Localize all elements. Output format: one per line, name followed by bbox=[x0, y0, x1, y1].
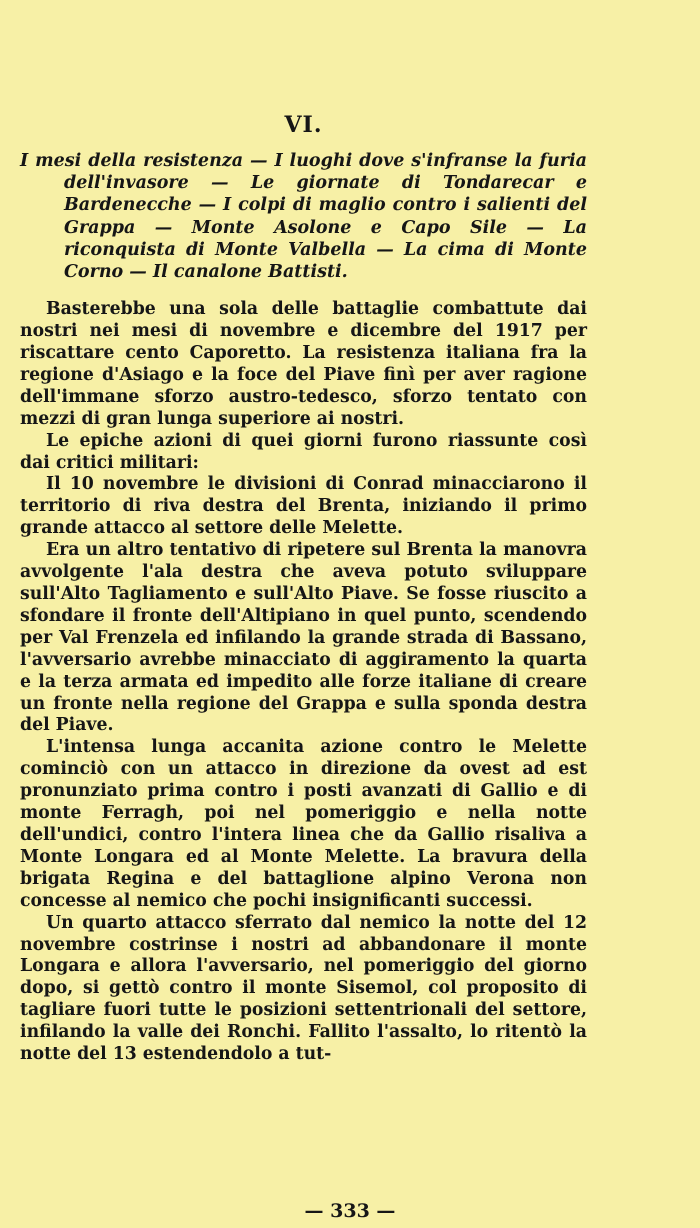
chapter-number: VI. bbox=[284, 112, 323, 138]
paragraph-1: Basterebbe una sola delle battaglie combattute dai nostri nei mesi di novembre e dicembre del 1917 per riscattare cento Caporetto. La resistenza italiana fra la regione d'Asiago e la foce del Piave finì per aver ragione dell'immane sforzo austro-tedesco, sforzo tentato con mezzi di gran lunga superiore ai nostri. bbox=[20, 299, 587, 429]
paragraph-5: L'intensa lunga accanita azione contro le Melette cominciò con un attacco in direzione da ovest ad est pronunziato prima contro i posti avanzati di Gallio e di monte Ferragh, poi nel pomeriggio e nella notte dell'undici, contro l'intera linea che da Gallio risaliva a Monte Longara ed al Monte Melette. La bravura della brigata Regina e del battaglione alpino Verona non concesse al nemico che pochi insignificanti successi. bbox=[20, 737, 587, 911]
paragraph-2: Le epiche azioni di quei giorni furono riassunte così dai critici militari: bbox=[20, 430, 587, 473]
paragraph-4: Era un altro tentativo di ripetere sul Brenta la manovra avvolgente l'ala destra che aveva potuto sviluppare sull'Alto Tagliamento e sull'Alto Piave. Se fosse riuscito a sfondare il fronte dell'Altipiano in quel punto, scendendo per Val Frenzela ed infilando la grande strada di Bassano, l'avversario avrebbe minacciato di aggiramento la quarta e la terza armata ed impedito alle forze italiane di creare un fronte nella regione del Grappa e sulla sponda destra del Piave. bbox=[20, 540, 587, 736]
page-number: — 333 — bbox=[304, 1200, 396, 1222]
chapter-summary: I mesi della resistenza — I luoghi dove s'infranse la furia dell'invasore — Le giornate di Tondarecar e Bardenecche — I colpi di maglio contro i salienti del Grappa — Monte Asolone e Capo Sile — La riconquista di Monte Valbella — La cima di Monte Corno — Il canalone Battisti. bbox=[20, 151, 587, 283]
paragraph-3: Il 10 novembre le divisioni di Conrad minacciarono il territorio di riva destra del Brenta, iniziando il primo grande attacco al settore delle Melette. bbox=[20, 474, 587, 539]
paragraph-6: Un quarto attacco sferrato dal nemico la notte del 12 novembre costrinse i nostri ad abbandonare il monte Longara e allora l'avversario, nel pomeriggio del giorno dopo, si gettò contro il monte Sisemol, col proposito di tagliare fuori tutte le posizioni settentrionali del settore, infilando la valle dei Ronchi. Fallito l'assalto, lo ritentò la notte del 13 estendendolo a tut- bbox=[20, 912, 587, 1065]
body-text bbox=[20, 299, 587, 1066]
